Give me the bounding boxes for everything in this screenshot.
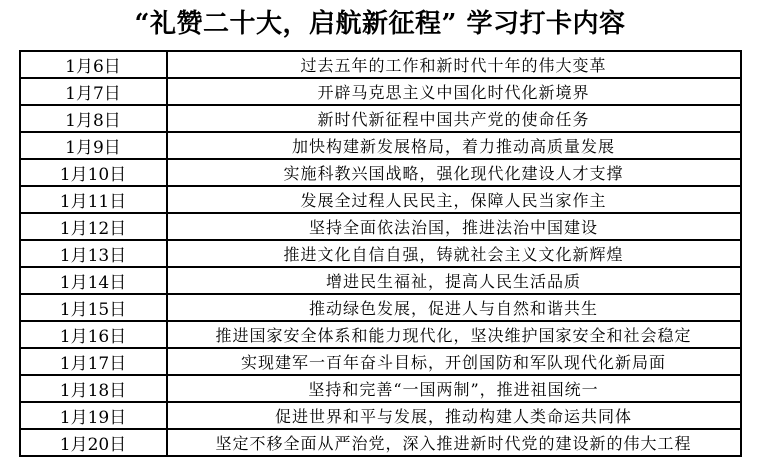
date-cell: 1月11日: [20, 186, 167, 213]
table-row: [20, 78, 741, 105]
date-cell: 1月17日: [20, 348, 167, 375]
content-cell: 促进世界和平与发展，推动构建人类命运共同体: [167, 402, 741, 429]
content-cell: 推进国家安全体系和能力现代化，坚决维护国家安全和社会稳定: [167, 321, 741, 348]
table-row: [20, 321, 741, 348]
table-row: [20, 402, 741, 429]
content-cell: 推动绿色发展，促进人与自然和谐共生: [167, 294, 741, 321]
date-cell: 1月15日: [20, 294, 167, 321]
date-cell: 1月10日: [20, 159, 167, 186]
schedule-table-body: [20, 51, 741, 456]
date-cell: 1月20日: [20, 429, 167, 456]
date-cell: 1月19日: [20, 402, 167, 429]
content-cell: 开辟马克思主义中国化时代化新境界: [167, 78, 741, 105]
table-row: [20, 429, 741, 456]
date-cell: 1月16日: [20, 321, 167, 348]
date-cell: 1月13日: [20, 240, 167, 267]
table-row: [20, 267, 741, 294]
content-cell: 实施科教兴国战略，强化现代化建设人才支撑: [167, 159, 741, 186]
table-row: [20, 132, 741, 159]
table-row: [20, 105, 741, 132]
date-cell: 1月14日: [20, 267, 167, 294]
date-cell: 1月9日: [20, 132, 167, 159]
content-cell: 推进文化自信自强，铸就社会主义文化新辉煌: [167, 240, 741, 267]
table-row: [20, 294, 741, 321]
table-row: [20, 348, 741, 375]
study-schedule-table: [19, 50, 742, 457]
table-row: [20, 186, 741, 213]
content-cell: 坚定不移全面从严治党，深入推进新时代党的建设新的伟大工程: [167, 429, 741, 456]
content-cell: 坚持和完善“一国两制”，推进祖国统一: [167, 375, 741, 402]
content-cell: 加快构建新发展格局，着力推动高质量发展: [167, 132, 741, 159]
content-cell: 新时代新征程中国共产党的使命任务: [167, 105, 741, 132]
content-cell: 增进民生福祉，提高人民生活品质: [167, 267, 741, 294]
table-row: [20, 240, 741, 267]
table-row: [20, 375, 741, 402]
date-cell: 1月8日: [20, 105, 167, 132]
table-row: [20, 159, 741, 186]
table-row: [20, 51, 741, 78]
date-cell: 1月18日: [20, 375, 167, 402]
content-cell: 实现建军一百年奋斗目标，开创国防和军队现代化新局面: [167, 348, 741, 375]
content-cell: 发展全过程人民民主，保障人民当家作主: [167, 186, 741, 213]
date-cell: 1月6日: [20, 51, 167, 78]
content-cell: 过去五年的工作和新时代十年的伟大变革: [167, 51, 741, 78]
date-cell: 1月12日: [20, 213, 167, 240]
date-cell: 1月7日: [20, 78, 167, 105]
content-cell: 坚持全面依法治国，推进法治中国建设: [167, 213, 741, 240]
page-title: “礼赞二十大，启航新征程” 学习打卡内容: [134, 9, 626, 39]
table-row: [20, 213, 741, 240]
